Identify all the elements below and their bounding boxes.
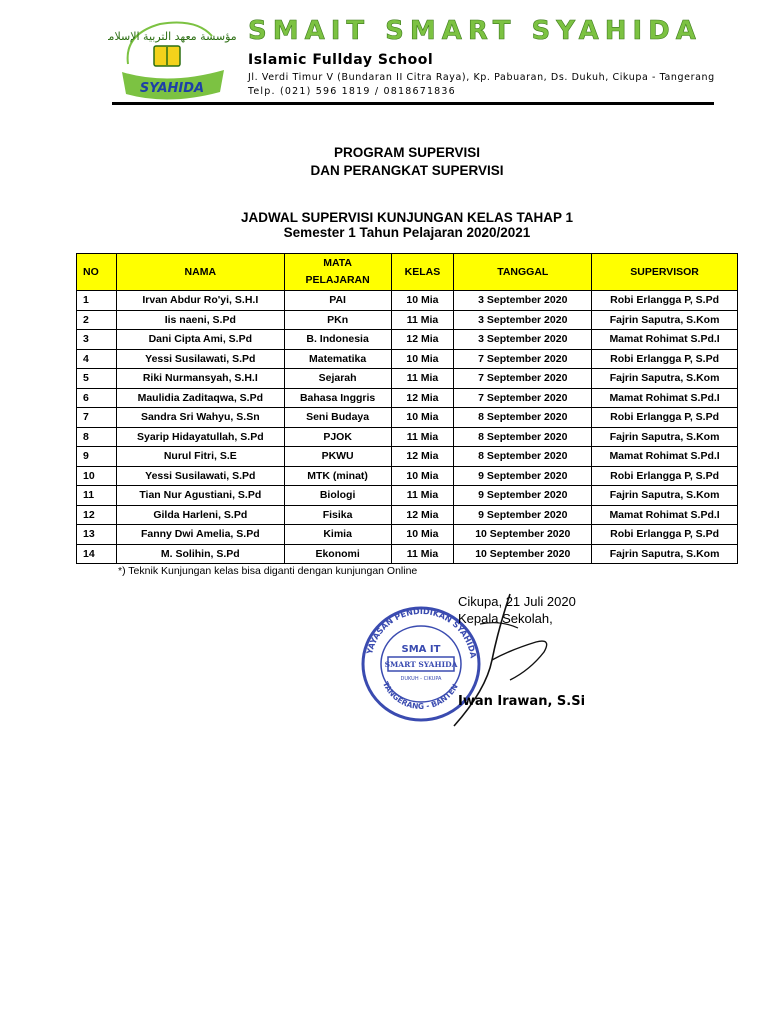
header-mata-pelajaran <box>284 254 391 291</box>
school-subtitle: Islamic Fullday School <box>248 52 434 68</box>
schedule-subtitle: Semester 1 Tahun Pelajaran 2020/2021 <box>283 225 531 240</box>
cell-mata-pelajaran: Fisika <box>284 505 391 525</box>
school-name: SMAIT SMART SYAHIDA <box>248 16 702 46</box>
cell-nama: Riki Nurmansyah, S.H.I <box>116 369 284 389</box>
cell-supervisor: Mamat Rohimat S.Pd.I <box>592 330 738 350</box>
cell-mata-pelajaran: Sejarah <box>284 369 391 389</box>
header-kelas: KELAS <box>391 254 454 291</box>
cell-no: 6 <box>77 388 117 408</box>
letterhead-divider <box>112 102 714 105</box>
stamp-bottom-text: TANGERANG - BANTEN <box>380 680 460 712</box>
table-row <box>77 408 738 428</box>
cell-kelas: 12 Mia <box>391 447 454 467</box>
cell-kelas: 11 Mia <box>391 486 454 506</box>
table-row <box>77 427 738 447</box>
cell-nama: Tian Nur Agustiani, S.Pd <box>116 486 284 506</box>
cell-kelas: 11 Mia <box>391 310 454 330</box>
cell-nama: Gilda Harleni, S.Pd <box>116 505 284 525</box>
cell-nama: Yessi Susilawati, S.Pd <box>116 466 284 486</box>
document-title: PROGRAM SUPERVISI <box>333 145 481 160</box>
table-row <box>77 291 738 311</box>
cell-no: 1 <box>77 291 117 311</box>
cell-kelas: 10 Mia <box>391 466 454 486</box>
cell-supervisor: Robi Erlangga P, S.Pd <box>592 408 738 428</box>
cell-mata-pelajaran: Biologi <box>284 486 391 506</box>
cell-mata-pelajaran: MTK (minat) <box>284 466 391 486</box>
document-title-line2: DAN PERANGKAT SUPERVISI <box>310 163 504 178</box>
cell-nama: Yessi Susilawati, S.Pd <box>116 349 284 369</box>
logo-arabic-text: مؤسسة معهد التربية الإسلامية <box>108 30 237 43</box>
cell-nama: Iis naeni, S.Pd <box>116 310 284 330</box>
cell-kelas: 10 Mia <box>391 525 454 545</box>
cell-supervisor: Fajrin Saputra, S.Kom <box>592 310 738 330</box>
cell-supervisor: Robi Erlangga P, S.Pd <box>592 291 738 311</box>
cell-tanggal: 9 September 2020 <box>454 505 592 525</box>
school-logo <box>108 14 242 108</box>
school-address: Jl. Verdi Timur V (Bundaran II Citra Raya), Kp. Pabuaran, Ds. Dukuh, Cikupa - Tangerang <box>248 72 715 83</box>
cell-tanggal: 8 September 2020 <box>454 427 592 447</box>
cell-no: 9 <box>77 447 117 467</box>
cell-no: 3 <box>77 330 117 350</box>
cell-supervisor: Fajrin Saputra, S.Kom <box>592 427 738 447</box>
table-body <box>77 291 738 564</box>
signature-role: Kepala Sekolah, <box>458 611 553 626</box>
cell-no: 14 <box>77 544 117 564</box>
cell-no: 13 <box>77 525 117 545</box>
table-row <box>77 486 738 506</box>
cell-tanggal: 3 September 2020 <box>454 291 592 311</box>
cell-nama: Fanny Dwi Amelia, S.Pd <box>116 525 284 545</box>
cell-mata-pelajaran: PJOK <box>284 427 391 447</box>
cell-kelas: 11 Mia <box>391 427 454 447</box>
cell-kelas: 11 Mia <box>391 369 454 389</box>
table-row <box>77 505 738 525</box>
table-header-row <box>77 254 738 291</box>
cell-supervisor: Fajrin Saputra, S.Kom <box>592 486 738 506</box>
table-row <box>77 466 738 486</box>
header-nama: NAMA <box>116 254 284 291</box>
cell-tanggal: 10 September 2020 <box>454 544 592 564</box>
cell-kelas: 11 Mia <box>391 544 454 564</box>
table-row <box>77 525 738 545</box>
cell-mata-pelajaran: Kimia <box>284 525 391 545</box>
cell-supervisor: Mamat Rohimat S.Pd.I <box>592 505 738 525</box>
table-row <box>77 544 738 564</box>
header-no: NO <box>77 254 117 291</box>
cell-nama: Dani Cipta Ami, S.Pd <box>116 330 284 350</box>
cell-kelas: 10 Mia <box>391 349 454 369</box>
cell-tanggal: 3 September 2020 <box>454 330 592 350</box>
header-pelajaran: PELAJARAN <box>305 274 370 286</box>
cell-no: 10 <box>77 466 117 486</box>
stamp-top-text: SMA IT <box>401 644 441 655</box>
cell-nama: M. Solihin, S.Pd <box>116 544 284 564</box>
cell-tanggal: 8 September 2020 <box>454 408 592 428</box>
cell-kelas: 12 Mia <box>391 388 454 408</box>
cell-tanggal: 10 September 2020 <box>454 525 592 545</box>
cell-mata-pelajaran: Ekonomi <box>284 544 391 564</box>
school-logo-graphic <box>108 14 242 108</box>
stamp-outer-text: YAYASAN PENDIDIKAN SYAHIDA <box>365 606 478 659</box>
cell-supervisor: Fajrin Saputra, S.Kom <box>592 369 738 389</box>
cell-no: 5 <box>77 369 117 389</box>
schedule-title: JADWAL SUPERVISI KUNJUNGAN KELAS TAHAP 1 <box>240 210 574 225</box>
cell-mata-pelajaran: B. Indonesia <box>284 330 391 350</box>
cell-no: 12 <box>77 505 117 525</box>
cell-tanggal: 7 September 2020 <box>454 388 592 408</box>
cell-tanggal: 7 September 2020 <box>454 349 592 369</box>
cell-supervisor: Mamat Rohimat S.Pd.I <box>592 388 738 408</box>
cell-no: 4 <box>77 349 117 369</box>
cell-nama: Irvan Abdur Ro'yi, S.H.I <box>116 291 284 311</box>
header-supervisor: SUPERVISOR <box>592 254 738 291</box>
cell-no: 11 <box>77 486 117 506</box>
cell-kelas: 12 Mia <box>391 330 454 350</box>
cell-supervisor: Mamat Rohimat S.Pd.I <box>592 447 738 467</box>
cell-supervisor: Robi Erlangga P, S.Pd <box>592 525 738 545</box>
header-tanggal: TANGGAL <box>454 254 592 291</box>
table-row <box>77 310 738 330</box>
cell-kelas: 10 Mia <box>391 291 454 311</box>
signature-place-date: Cikupa, 21 Juli 2020 <box>458 594 576 609</box>
cell-tanggal: 3 September 2020 <box>454 310 592 330</box>
cell-kelas: 10 Mia <box>391 408 454 428</box>
cell-tanggal: 7 September 2020 <box>454 369 592 389</box>
header-mata: MATA <box>323 257 352 269</box>
school-telephone: Telp. (021) 596 1819 / 0818671836 <box>248 86 456 97</box>
table-row <box>77 447 738 467</box>
cell-nama: Nurul Fitri, S.E <box>116 447 284 467</box>
table-row <box>77 330 738 350</box>
cell-mata-pelajaran: Bahasa Inggris <box>284 388 391 408</box>
cell-mata-pelajaran: Seni Budaya <box>284 408 391 428</box>
cell-no: 8 <box>77 427 117 447</box>
cell-no: 2 <box>77 310 117 330</box>
cell-nama: Syarip Hidayatullah, S.Pd <box>116 427 284 447</box>
cell-supervisor: Robi Erlangga P, S.Pd <box>592 349 738 369</box>
footnote: *) Teknik Kunjungan kelas bisa diganti dengan kunjungan Online <box>118 565 418 577</box>
table-row <box>77 349 738 369</box>
cell-nama: Maulidia Zaditaqwa, S.Pd <box>116 388 284 408</box>
cell-no: 7 <box>77 408 117 428</box>
cell-mata-pelajaran: PKn <box>284 310 391 330</box>
cell-kelas: 12 Mia <box>391 505 454 525</box>
cell-nama: Sandra Sri Wahyu, S.Sn <box>116 408 284 428</box>
stamp-middle-text: SMART SYAHIDA <box>384 660 458 669</box>
handwritten-signature <box>440 590 570 730</box>
cell-supervisor: Robi Erlangga P, S.Pd <box>592 466 738 486</box>
cell-tanggal: 8 September 2020 <box>454 447 592 467</box>
stamp-small-text: DUKUH - CIKUPA <box>400 676 442 682</box>
cell-tanggal: 9 September 2020 <box>454 486 592 506</box>
signer-name: Iwan Irawan, S.Si <box>458 694 586 709</box>
table-row <box>77 369 738 389</box>
cell-tanggal: 9 September 2020 <box>454 466 592 486</box>
cell-supervisor: Fajrin Saputra, S.Kom <box>592 544 738 564</box>
cell-mata-pelajaran: PKWU <box>284 447 391 467</box>
table-row <box>77 388 738 408</box>
logo-word: SYAHIDA <box>139 81 205 96</box>
supervision-schedule-table <box>76 253 738 564</box>
cell-mata-pelajaran: PAI <box>284 291 391 311</box>
cell-mata-pelajaran: Matematika <box>284 349 391 369</box>
